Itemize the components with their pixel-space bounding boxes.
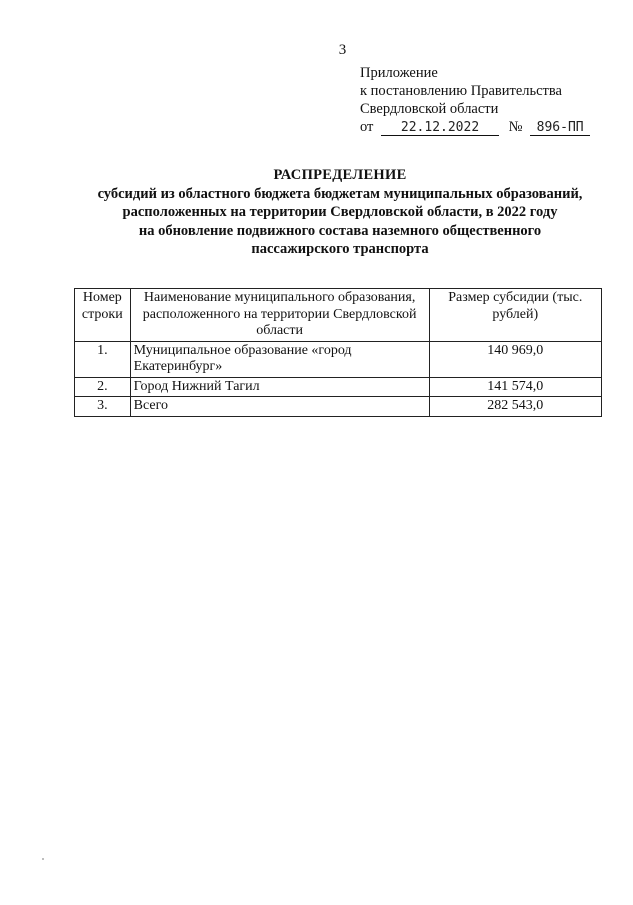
row-number: 2. <box>75 377 131 397</box>
decree-date: 22.12.2022 <box>381 120 499 136</box>
page-number: 3 <box>338 42 347 58</box>
decree-number: 896-ПП <box>530 120 590 136</box>
row-name: Муниципальное образование «город Екатеринбург» <box>130 341 429 377</box>
appendix-line-3: Свердловской области <box>360 101 499 117</box>
row-name: Город Нижний Тагил <box>130 377 429 397</box>
appendix-block <box>360 64 590 136</box>
appendix-date-number-line <box>360 118 590 136</box>
row-amount: 282 543,0 <box>429 397 601 417</box>
number-prefix: № <box>508 119 523 135</box>
document-title: РАСПРЕДЕЛЕНИЕ <box>273 167 407 183</box>
scan-speck <box>42 858 44 860</box>
row-number: 3. <box>75 397 131 417</box>
subtitle-line: на обновление подвижного состава наземного общественного <box>138 222 542 239</box>
table-row <box>75 377 602 397</box>
appendix-line-1: Приложение <box>360 65 438 81</box>
subtitle-line: пассажирского транспорта <box>251 241 429 257</box>
appendix-line-2: к постановлению Правительства <box>360 83 562 99</box>
header-amount: Размер субсидии (тыс. рублей) <box>429 289 601 342</box>
header-name: Наименование муниципального образования, расположенного на территории Свердловской области <box>130 289 429 342</box>
date-prefix: от <box>360 119 374 135</box>
subtitle-line: расположенных на территории Свердловской области, в 2022 году <box>122 204 558 220</box>
subtitle-line: субсидий из областного бюджета бюджетам муниципальных образований, <box>97 185 583 202</box>
header-number: Номер строки <box>75 289 131 342</box>
table-row <box>75 341 602 377</box>
row-amount: 140 969,0 <box>429 341 601 377</box>
distribution-table <box>74 288 602 417</box>
title-block <box>40 166 633 259</box>
row-number: 1. <box>75 341 131 377</box>
row-amount: 141 574,0 <box>429 377 601 397</box>
row-name: Всего <box>130 397 429 417</box>
table-header-row <box>75 289 602 342</box>
table-row <box>75 397 602 417</box>
